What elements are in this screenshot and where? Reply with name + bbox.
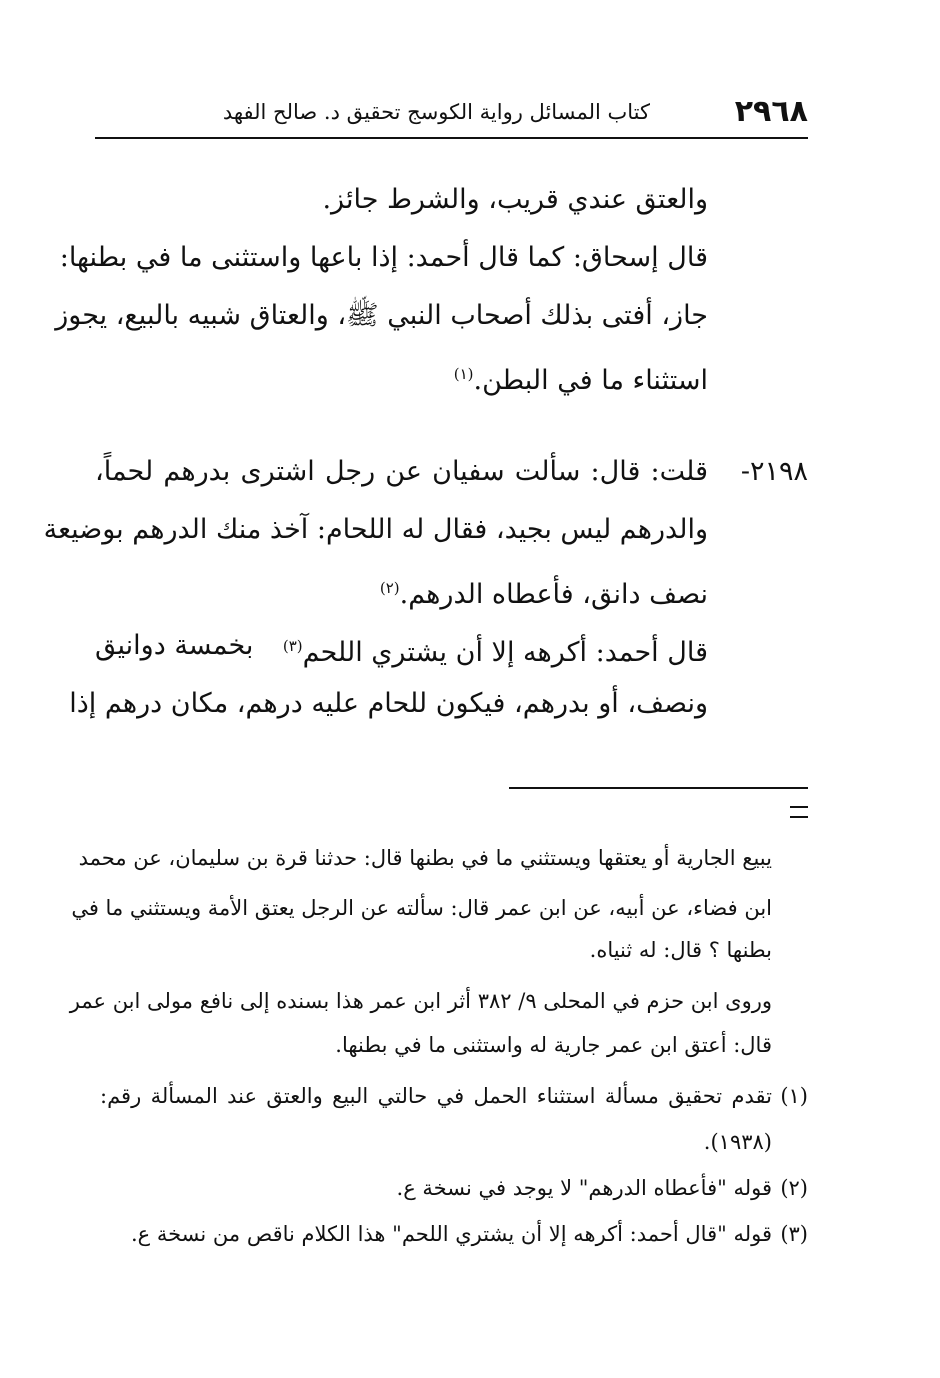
text-line: ونصف، أو بدرهم، فيكون للحام عليه درهم، مكان درهم إذا xyxy=(69,688,708,719)
footnote-text: تقدم تحقيق مسألة استثناء الحمل في حالتي البيع والعتق عند المسألة رقم: xyxy=(100,1084,772,1108)
footnote-separator xyxy=(509,787,808,789)
issue-number: ٢١٩٨- xyxy=(740,456,808,487)
footnote-text: قوله "قال أحمد: أكرهه إلا أن يشتري اللحم" هذا الكلام ناقص من نسخة ع. xyxy=(130,1222,772,1246)
text-line xyxy=(454,354,708,394)
page-header xyxy=(95,88,808,132)
footnote-line: وروى ابن حزم في المحلى ٩/ ٣٨٢ أثر ابن عمر هذا بسنده إلى نافع مولى ابن عمر xyxy=(69,989,772,1013)
running-title: كتاب المسائل رواية الكوسج تحقيق د. صالح الفهد xyxy=(222,100,650,124)
text-line: والعتق عندي قريب، والشرط جائز. xyxy=(322,184,708,215)
continuation-mark xyxy=(790,806,808,818)
text-line: قال إسحاق: كما قال أحمد: إذا باعها واستثنى ما في بطنها: xyxy=(59,242,708,273)
text-line xyxy=(380,568,708,608)
text-line: بخمسة دوانيق xyxy=(95,630,254,661)
footnote-number: (٢) xyxy=(780,1176,808,1200)
page-number: ٢٩٦٨ xyxy=(734,94,808,129)
footnote-line: بطنها ؟ قال: له ثنياه. xyxy=(589,938,772,962)
footnote-line: ابن فضاء، عن أبيه، عن ابن عمر قال: سألته عن الرجل يعتق الأمة ويستثني ما في xyxy=(71,896,772,920)
footnote-number: (٣) xyxy=(780,1222,808,1246)
text-span: استثناء ما في البطن. xyxy=(473,365,708,396)
text-line: جاز، أفتى بذلك أصحاب النبي ﷺ، والعتاق شبيه بالبيع، يجوز xyxy=(55,300,708,331)
text-line: قلت: قال: سألت سفيان عن رجل اشترى بدرهم لحماً، xyxy=(95,456,708,487)
footnote-ref: (٢) xyxy=(379,579,400,597)
footnote-line: قال: أعتق ابن عمر جارية له واستثنى ما في بطنها. xyxy=(335,1033,772,1057)
footnote-ref: (١) xyxy=(453,365,474,383)
text-line xyxy=(283,626,708,666)
text-span: نصف دانق، فأعطاه الدرهم. xyxy=(399,579,708,610)
footnote-text: (١٩٣٨). xyxy=(703,1130,772,1154)
text-line: والدرهم ليس بجيد، فقال له اللحام: آخذ منك الدرهم بوضيعة xyxy=(43,514,708,545)
header-rule xyxy=(95,137,808,139)
footnote-line: يبيع الجارية أو يعتقها ويستثني ما في بطنها قال: حدثنا قرة بن سليمان، عن محمد xyxy=(78,846,772,870)
footnote-ref: (٣) xyxy=(282,637,303,655)
footnote-text: قوله "فأعطاه الدرهم" لا يوجد في نسخة ع. xyxy=(396,1176,772,1200)
footnote-number: (١) xyxy=(780,1084,808,1108)
text-span: قال أحمد: أكرهه إلا أن يشتري اللحم xyxy=(302,637,708,668)
